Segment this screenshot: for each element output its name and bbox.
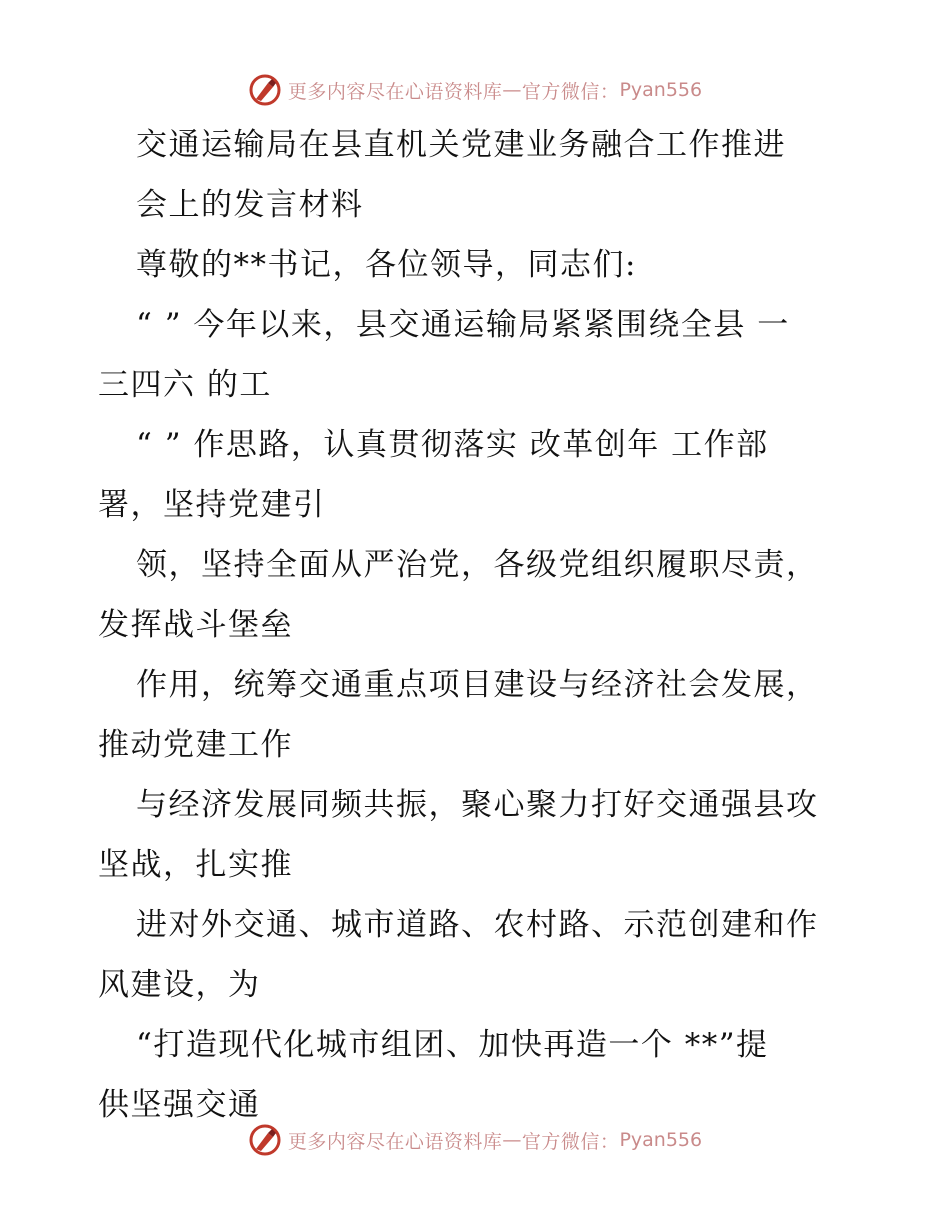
banner-dash: — (502, 1129, 522, 1151)
document-line: 三四六 的工 (98, 367, 272, 403)
document-line: “ ” 今年以来，县交通运输局紧紧围绕全县 一 (136, 307, 790, 343)
document-line: 坚战，扎实推 (98, 847, 293, 883)
banner-sub-label: 官方微信： (521, 1130, 620, 1153)
document-line: 会上的发言材料 (136, 187, 364, 223)
banner-main-text: 更多内容尽在心语资料库 (287, 80, 503, 103)
document-line: 风建设，为 (98, 967, 261, 1003)
document-line: 作用，统筹交通重点项目建设与经济社会发展， (136, 667, 819, 703)
document-line: 供坚强交通 (98, 1087, 261, 1123)
document-line: 与经济发展同频共振，聚心聚力打好交通强县攻 (136, 787, 819, 823)
document-line: 署，坚持党建引 (98, 487, 326, 523)
banner-dash: — (502, 79, 522, 101)
document-line: 进对外交通、城市道路、农村路、示范创建和作 (136, 907, 819, 943)
document-line: 领，坚持全面从严治党，各级党组织履职尽责， (136, 547, 819, 583)
banner-sub-id: Pyan556 (619, 79, 703, 101)
document-line: “ ” 作思路，认真贯彻落实 改革创年 工作部 (136, 427, 769, 463)
banner-main-text: 更多内容尽在心语资料库 (287, 1130, 503, 1153)
document-line: 推动党建工作 (98, 727, 293, 763)
document-line: 尊敬的**书记，各位领导，同志们: (136, 247, 637, 283)
banner-sub-id: Pyan556 (619, 1129, 703, 1151)
pen-logo-icon (248, 73, 282, 107)
document-line: 交通运输局在县直机关党建业务融合工作推进 (136, 127, 786, 163)
document-line: “打造现代化城市组团、加快再造一个 **”提 (136, 1027, 769, 1063)
document-line: 发挥战斗堡垒 (98, 607, 293, 643)
header-watermark (0, 70, 950, 110)
document-body (98, 115, 858, 1135)
pen-logo-icon (248, 1123, 282, 1157)
footer-watermark (0, 1120, 950, 1160)
banner-sub-label: 官方微信： (521, 80, 620, 103)
